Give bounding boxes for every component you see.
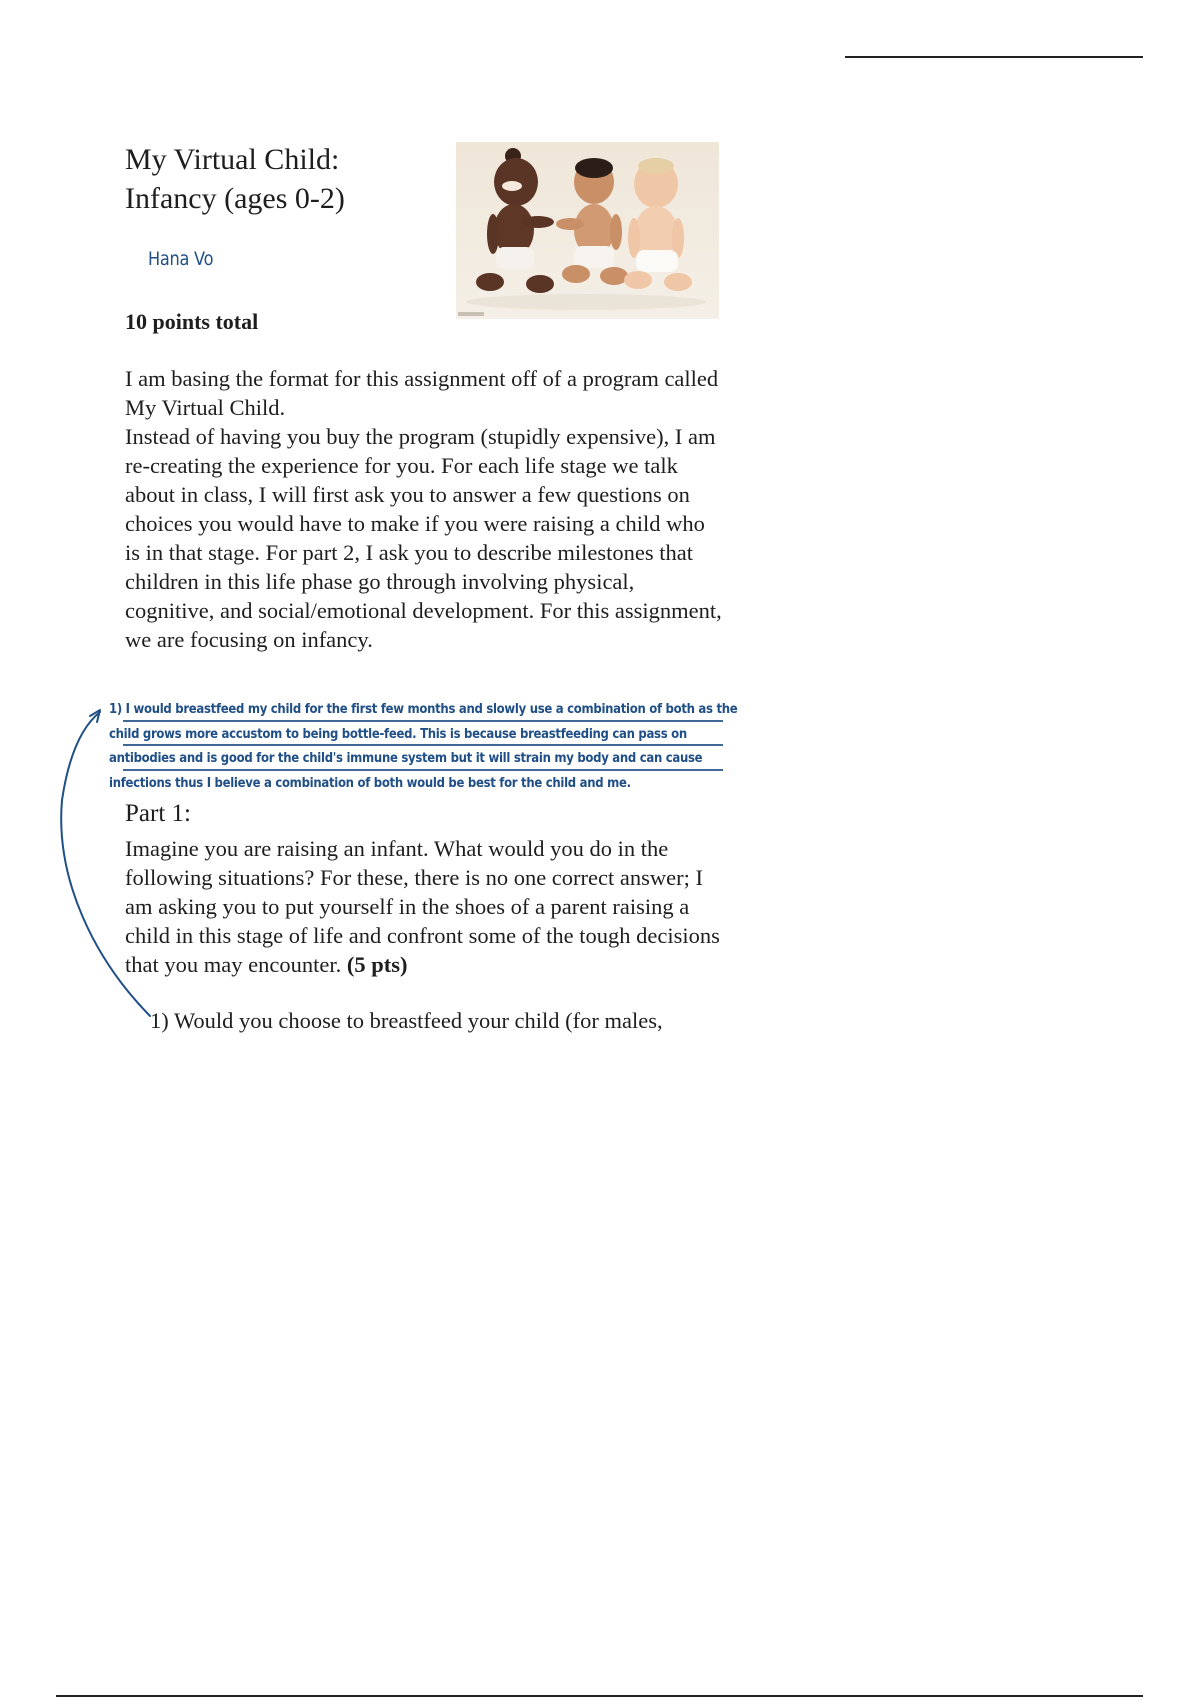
answer-line: child grows more accustom to being bottle-feed. This is because breastfeeding can pass on xyxy=(109,725,687,742)
document-title xyxy=(125,140,345,218)
handwritten-answer xyxy=(109,697,738,795)
points-total: 10 points total xyxy=(125,309,259,334)
answer-line: antibodies and is good for the child's immune system but it will strain my body and can cause xyxy=(109,750,703,766)
footer-rule xyxy=(56,1695,1143,1697)
three-babies-photo xyxy=(456,142,719,319)
intro-text xyxy=(125,364,725,654)
title-line-1: My Virtual Child: xyxy=(125,143,340,176)
question-1: 1) Would you choose to breastfeed your child (for males, xyxy=(150,1008,663,1033)
title-line-2: Infancy (ages 0-2) xyxy=(125,182,345,215)
handwritten-author-name: Hana Vo xyxy=(148,248,214,270)
intro-paragraph-2: Instead of having you buy the program (stupidly expensive), I am re-creating the experience for you. For each life stage we talk about in class, I will first ask you to answer a few questions on choices you would have to make if you were raising a child who is in that stage. For part 2, I ask you to describe milestones that children in this life phase go through involving physical, cognitive, and social/emotional development. For this assignment, we are focusing on infancy. xyxy=(125,424,722,652)
intro-paragraph-1: I am basing the format for this assignment off of a program called My Virtual Child. xyxy=(125,366,719,420)
babies-illustration xyxy=(456,142,719,319)
part1-heading: Part 1: xyxy=(125,800,191,827)
header-rule xyxy=(845,56,1143,58)
answer-line: 1) I would breastfeed my child for the first few months and slowly use a combination of both as the xyxy=(109,701,738,717)
part1-body xyxy=(125,834,725,979)
part1-points: (5 pts) xyxy=(346,952,408,977)
answer-line: infections thus I believe a combination of both would be best for the child and me. xyxy=(109,774,631,791)
part1-body-text: Imagine you are raising an infant. What would you do in the following situations? For these, there is no one correct answer; I am asking you to put yourself in the shoes of a parent raising a child in this stage of life and confront some of the tough decisions that you may encounter. xyxy=(125,836,720,977)
